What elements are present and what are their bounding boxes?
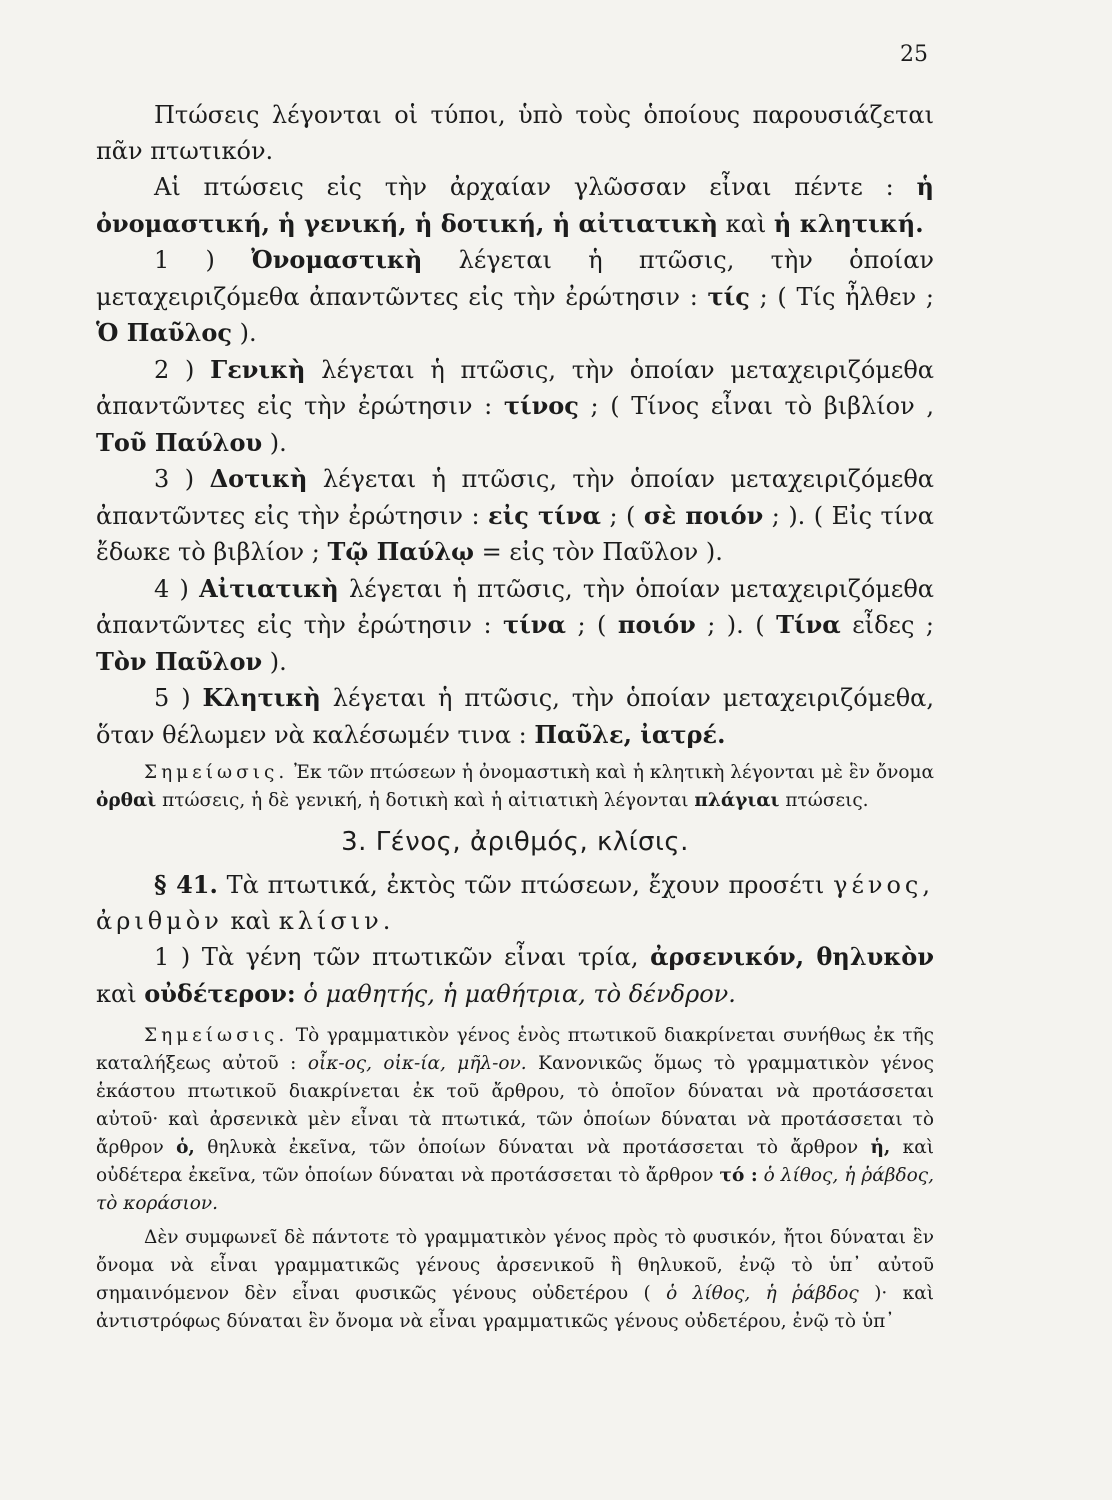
note-natural-gender: Δὲν συμφωνεῖ δὲ πάντοτε τὸ γραμματικὸν γένος πρὸς τὸ φυσικόν, ἤτοι δύναται ἓν ὄνομα νὰ εἶναι γραμματικῶς γένους ἀρσενικοῦ ἢ θηλυκοῦ, ἐνῷ τὸ ὑπ᾽ αὐτοῦ σημαινόμενον δὲν εἶναι φυσικῶς γένους οὐδετέρου ( ὁ λίθος, ἡ ῥάβδος )· καὶ ἀντιστρόφως δύναται ἓν ὄνομα νὰ εἶναι γραμματικῶς γένους οὐδετέρου, ἐνῷ τὸ ὑπ᾽ bbox=[96, 1227, 934, 1332]
case-accusative: 4 ) Αἰτιατικὴ λέγεται ἡ πτῶσις, τὴν ὁποίαν μεταχειριζόμεθα ἀπαντῶντες εἰς τὴν ἐρώτησιν : τίνα ; ( ποιόν ; ). ( Τίνα εἶδες ; Τὸν Παῦλον ). bbox=[96, 573, 934, 676]
page-body bbox=[96, 98, 934, 1336]
case-vocative: 5 ) Κλητικὴ λέγεται ἡ πτῶσις, τὴν ὁποίαν μεταχειριζόμεθα, ὅταν θέλωμεν νὰ καλέσωμέν τινα : Παῦλε, ἰατρέ. bbox=[96, 683, 934, 749]
section-41: § 41. Τὰ πτωτικά, ἐκτὸς τῶν πτώσεων, ἔχουν προσέτι γένος, ἀριθμὸν καὶ κλίσιν. bbox=[96, 870, 934, 935]
case-genitive: 2 ) Γενικὴ λέγεται ἡ πτῶσις, τὴν ὁποίαν μεταχειριζόμεθα ἀπαντῶντες εἰς τὴν ἐρώτησιν : τίνος ; ( Τίνος εἶναι τὸ βιβλίον , Τοῦ Παύλου ). bbox=[96, 354, 934, 457]
paragraph-cases-definition: Πτώσεις λέγονται οἱ τύποι, ὑπὸ τοὺς ὁποίους παρουσιάζεται πᾶν πτωτικόν. bbox=[96, 101, 934, 165]
case-dative: 3 ) Δοτικὴ λέγεται ἡ πτῶσις, τὴν ὁποίαν μεταχειριζόμεθα ἀπαντῶντες εἰς τὴν ἐρώτησιν : εἰς τίνα ; ( σὲ ποιόν ; ). ( Εἰς τίνα ἔδωκε τὸ βιβλίον ; Τῷ Παύλῳ = εἰς τὸν Παῦλον ). bbox=[96, 464, 935, 566]
genders-paragraph: 1 ) Τὰ γένη τῶν πτωτικῶν εἶναι τρία, ἀρσενικόν, θηλυκὸν καὶ οὐδέτερον: ὁ μαθητής, ἡ μαθήτρια, τὸ δένδρον. bbox=[96, 942, 934, 1008]
note-upright-oblique: Σημείωσις. Ἐκ τῶν πτώσεων ἡ ὀνομαστικὴ καὶ ἡ κλητικὴ λέγονται μὲ ἓν ὄνομα ὀρθαὶ πτώσεις, ἡ δὲ γενική, ἡ δοτικὴ καὶ ἡ αἰτιατικὴ λέγονται πλάγιαι πτώσεις. bbox=[96, 762, 934, 811]
paragraph-five-cases: Αἱ πτώσεις εἰς τὴν ἀρχαίαν γλῶσσαν εἶναι πέντε : ἡ ὀνομαστική, ἡ γενική, ἡ δοτική, ἡ αἰτιατικὴ καὶ ἡ κλητική. bbox=[96, 172, 934, 238]
page-number: 25 bbox=[900, 42, 928, 67]
case-nominative: 1 ) Ὀνομαστικὴ λέγεται ἡ πτῶσις, τὴν ὁποίαν μεταχειριζόμεθα ἀπαντῶντες εἰς τὴν ἐρώτησιν : τίς ; ( Τίς ἦλθεν ; Ὁ Παῦλος ). bbox=[96, 245, 934, 347]
note-grammatical-gender: Σημείωσις. Τὸ γραμματικὸν γένος ἑνὸς πτωτικοῦ διακρίνεται συνήθως ἐκ τῆς καταλήξεως αὐτοῦ : οἶκ-ος, οἰκ-ία, μῆλ-ον. Κανονικῶς ὅμως τὸ γραμματικὸν γένος ἑκάστου πτωτικοῦ διακρίνεται ἐκ τοῦ ἄρθρου, τὸ ὁποῖον δύναται νὰ προτάσσεται αὐτοῦ· καὶ ἀρσενικὰ μὲν εἶναι τὰ πτωτικά, τῶν ὁποίων δύναται νὰ προτάσσεται τὸ ἄρθρον ὁ, θηλυκὰ ἐκεῖνα, τῶν ὁποίων δύναται νὰ προτάσσεται τὸ ἄρθρον ἡ, καὶ οὐδέτερα ἐκεῖνα, τῶν ὁποίων δύναται νὰ προτάσσεται τὸ ἄρθρον τό : ὁ λίθος, ἡ ῥάβδος, τὸ κοράσιον. bbox=[96, 1025, 934, 1214]
section-heading: 3. Γένος, ἀριθμός, κλίσις. bbox=[341, 827, 689, 857]
